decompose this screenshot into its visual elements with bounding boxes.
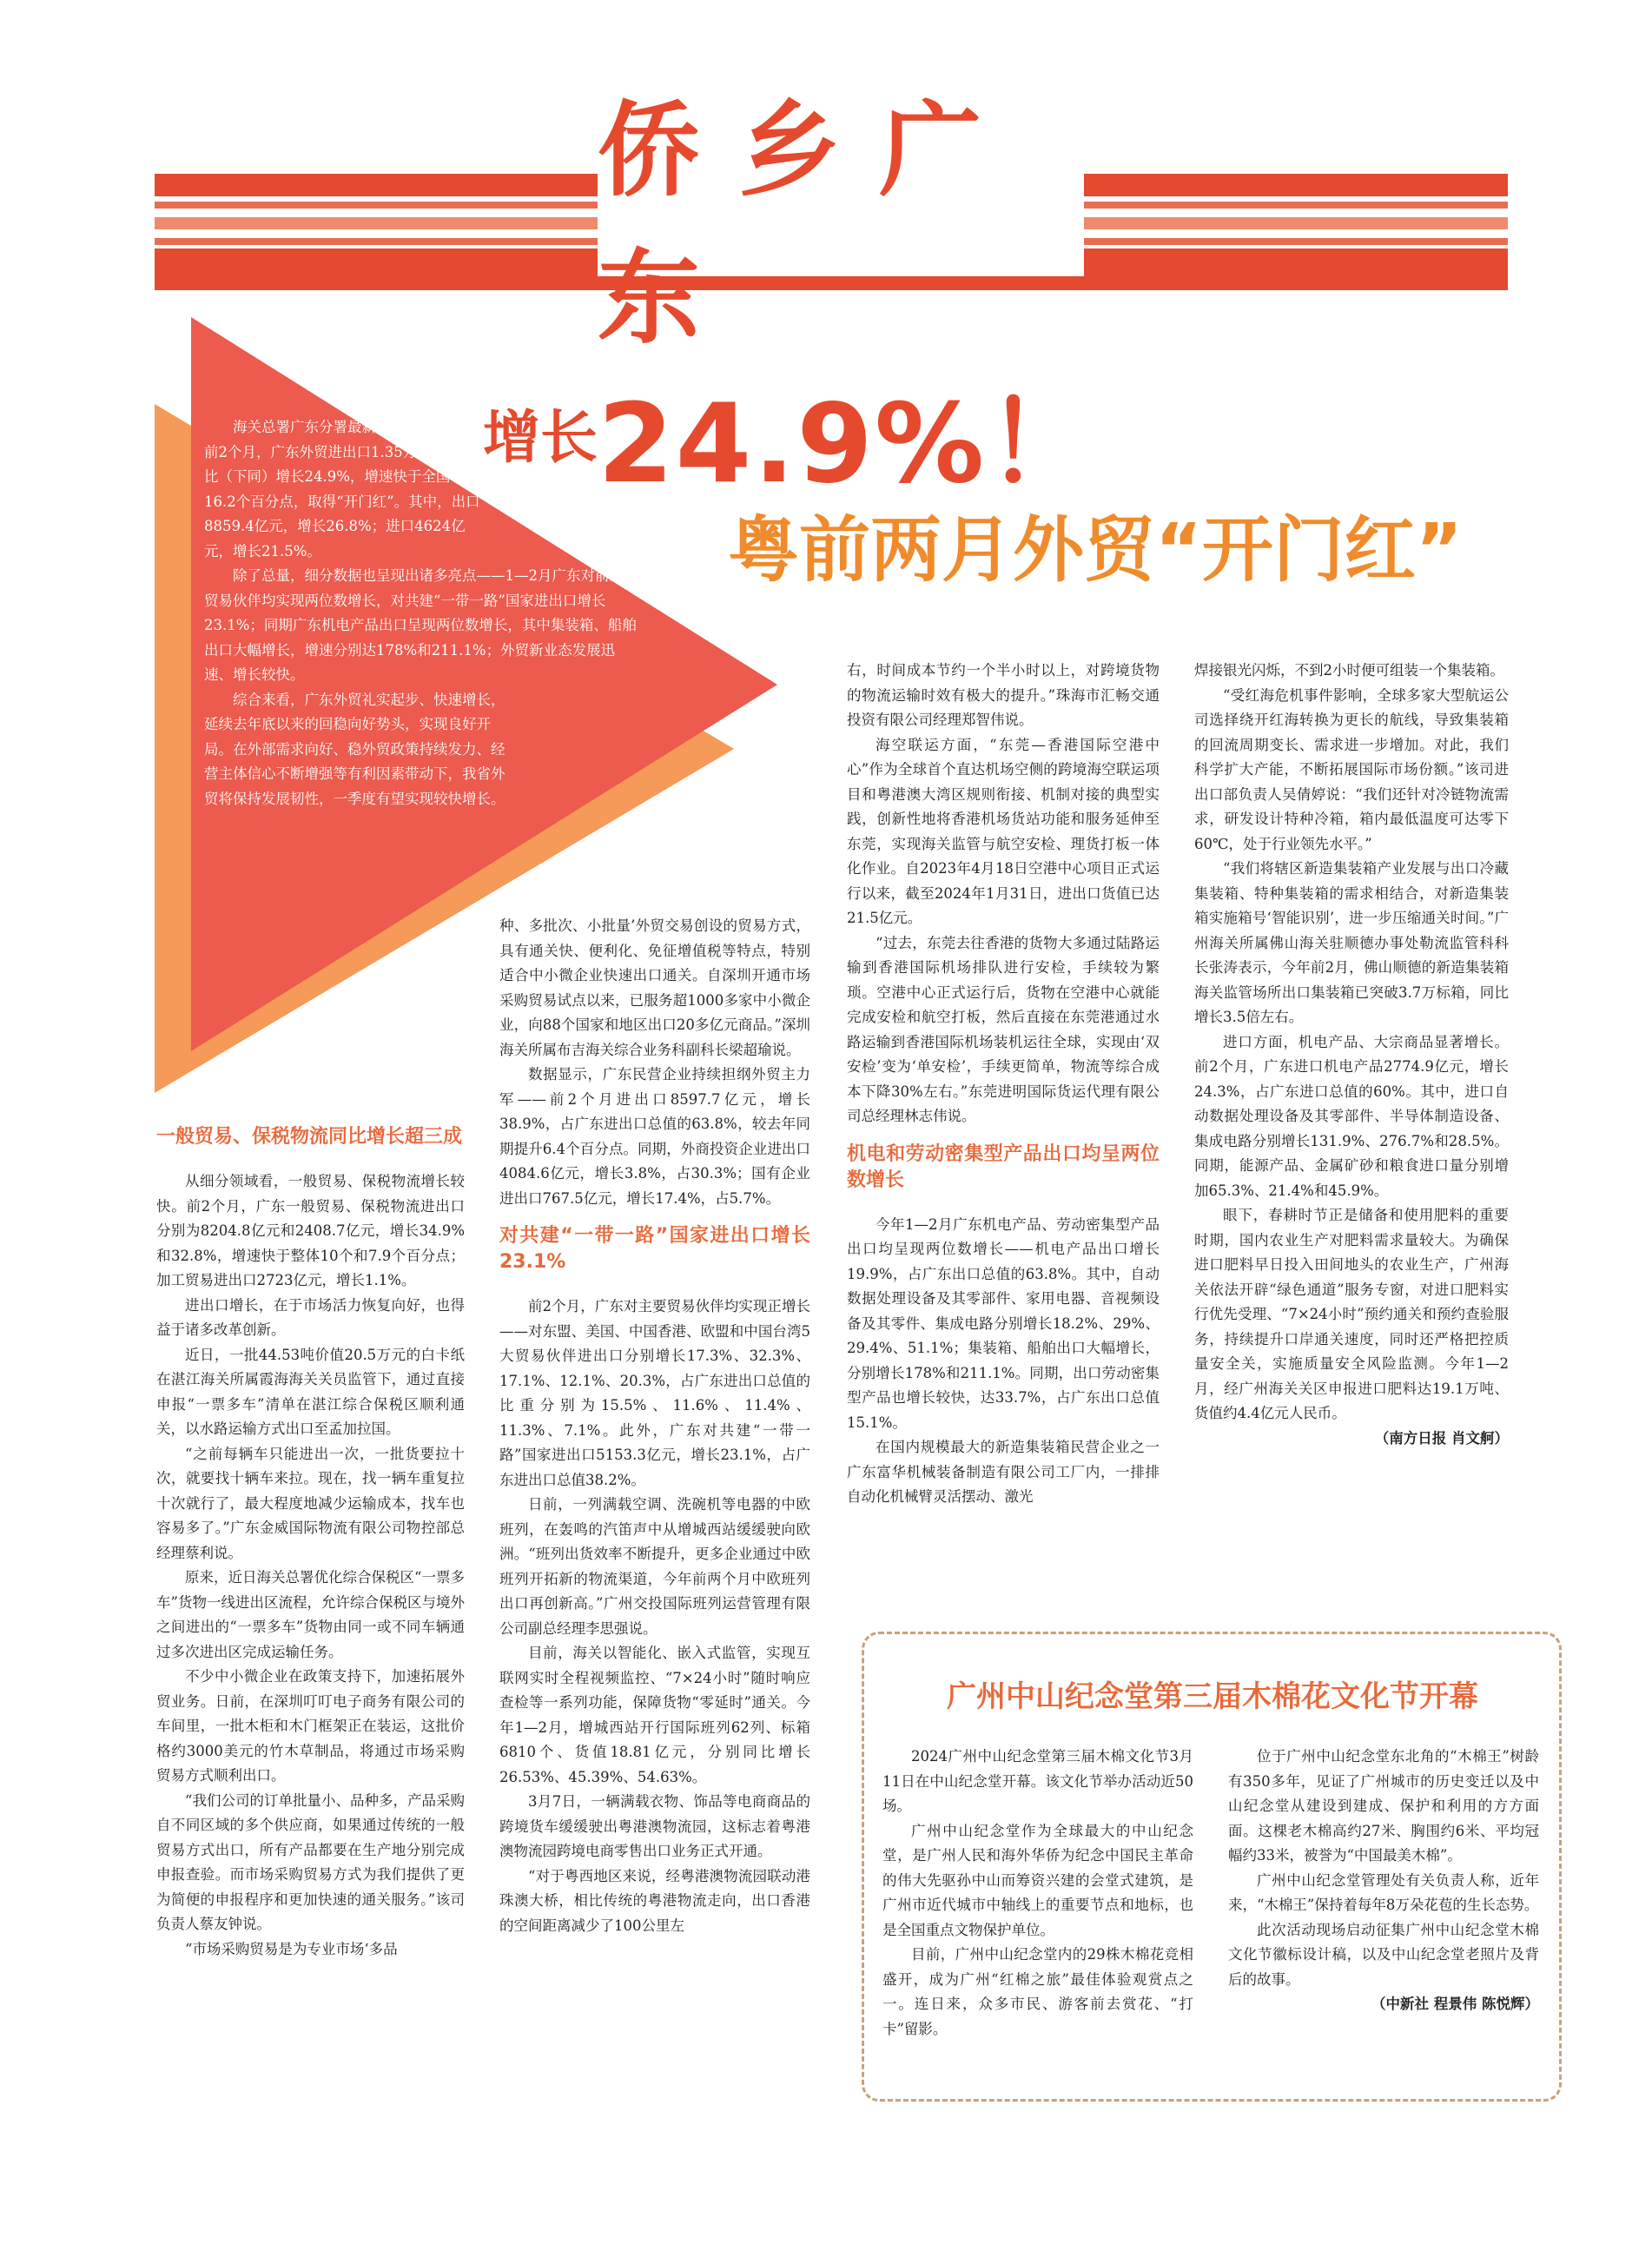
lead-paragraph: 除了总量，细分数据也呈现出诸多亮点——1—2月广东对前五大贸易伙伴均实现两位数增长，对共建“一带一路”国家进出口增长23.1%；同期广东机电产品出口呈现两位数增长，其中集装箱、船舶出口大幅增长，增速分别达178%和211.1%；外贸新业态发展迅速、增长较快。 <box>204 567 638 683</box>
paragraph: 此次活动现场启动征集广州中山纪念堂木棉文化节徽标设计稿，以及中山纪念堂老照片及背后的故事。 <box>1228 1921 1539 1988</box>
paragraph: 2024广州中山纪念堂第三届木棉文化节3月11日在中山纪念堂开幕。该文化节举办活动近50场。 <box>882 1748 1193 1814</box>
paragraph: 原来，近日海关总署优化综合保税区“一票多车”货物一线进出区流程，允许综合保税区与境外之间进出的“一票多车”货物由同一或不同车辆通过多次进出区完成运输任务。 <box>156 1569 465 1660</box>
paragraph: “过去，东莞去往香港的货物大多通过陆路运输到香港国际机场排队进行安检，手续较为繁琐。空港中心正式运行后，货物在空港中心就能完成安检和航空打板，然后直接在东莞港通过水路运输到香港国际机场装机运往全球，实现由‘双安检’变为‘单安检’，手续更简单，物流等综合成本下降30%左右。”东莞进明国际货运代理有限公司总经理林志伟说。 <box>847 934 1160 1124</box>
paragraph: 焊接银光闪烁，不到2小时便可组装一个集装箱。 <box>1194 662 1504 679</box>
paragraph: 目前，广州中山纪念堂内的29株木棉花竞相盛开，成为广州“红棉之旅”最佳体验观赏点之一。连日来，众多市民、游客前去赏花、“打卡”留影。 <box>882 1946 1193 2037</box>
column-1 <box>156 1112 465 1962</box>
page-title: 侨乡广东 <box>598 90 1021 358</box>
byline: （南方日报 肖文舸） <box>1374 1429 1509 1447</box>
paragraph: 日前，一列满载空调、洗碗机等电器的中欧班列，在轰鸣的汽笛声中从增城西站缓缓驶向欧洲。“班列出货效率不断提升，更多企业通过中欧班列开拓新的物流渠道，今年前两个月中欧班列出口再创新高。”广州交投国际班列运营管理有限公司副总经理李思强说。 <box>499 1496 810 1637</box>
paragraph: 广州中山纪念堂管理处有关负责人称，近年来，“木棉王”保持着每年8万朵花苞的生长态势。 <box>1228 1871 1539 1913</box>
boxed-article-title: 广州中山纪念堂第三届木棉花文化节开幕 <box>947 1679 1478 1714</box>
box-column-right <box>1228 1745 1539 2017</box>
column-3 <box>847 659 1160 1510</box>
paragraph: 3月7日，一辆满载衣物、饰品等电商商品的跨境货车缓缓驶出粤港澳物流园，这标志着粤港澳物流园跨境电商零售出口业务正式开通。 <box>499 1793 810 1859</box>
paragraph: 进出口增长，在于市场活力恢复向好，也得益于诸多改革创新。 <box>156 1296 465 1338</box>
paragraph: 眼下，春耕时节正是储备和使用肥料的重要时期，国内农业生产对肥料需求量较大。为确保进口肥料早日投入田间地头的农业生产，广州海关依法开辟“绿色通道”服务专窗，对进口肥料实行优先受理、“7×24小时”预约通关和预约查验服务，持续提升口岸通关速度，同时还严格把控质量安全关，实施质量安全风险监测。今年1—2月，经广州海关关区申报进口肥料达19.1万吨、货值约4.4亿元人民币。 <box>1194 1207 1509 1421</box>
paragraph: “对于粤西地区来说，经粤港澳物流园联动港珠澳大桥，相比传统的粤港物流走向，出口香港的空间距离减少了100公里左 <box>499 1867 810 1934</box>
lead-paragraph: 海关总署广东分署最新数据显示，今年前2个月，广东外贸进出口1.35万亿元，同比（下同）增长24.9%，增速快于全国16.2个百分点，取得“开门红”。其中，出口8859.4亿元，增长26.8%；进口4624亿元，增长21.5%。 <box>204 419 480 560</box>
paragraph: 数据显示，广东民营企业持续担纲外贸主力军——前2个月进出口8597.7亿元，增长38.9%，占广东进出口总值的63.8%，较去年同期提升6.4个百分点。同期，外商投资企业进出口4084.6亿元，增长3.8%，占30.3%；国有企业进出口767.5亿元，增长17.4%，占5.7%。 <box>499 1066 810 1207</box>
paragraph: 进口方面，机电产品、大宗商品显著增长。前2个月，广东进口机电产品2774.9亿元，增长24.3%，占广东进口总值的60%。其中，进口自动数据处理设备及其零部件、半导体制造设备、集成电路分别增长131.9%、276.7%和28.5%。同期，能源产品、金属矿砂和粮食进口量分别增加65.3%、21.4%和45.9%。 <box>1194 1033 1509 1199</box>
section-heading: 一般贸易、保税物流同比增长超三成 <box>156 1126 463 1148</box>
paragraph: 广州中山纪念堂作为全球最大的中山纪念堂，是广州人民和海外华侨为纪念中国民主革命的伟大先驱孙中山而筹资兴建的会堂式建筑，是广州市近代城市中轴线上的重要节点和地标，也是全国重点文物保护单位。 <box>882 1822 1193 1938</box>
paragraph: 今年1—2月广东机电产品、劳动密集型产品出口均呈现两位数增长——机电产品出口增长19.9%，占广东出口总值的63.8%。其中，自动数据处理设备及其零部件、家用电器、音视频设备及其零件、集成电路分别增长18.2%、29%、29.4%、51.1%；集装箱、船舶出口大幅增长，分别增长178%和211.1%。同期，出口劳动密集型产品也增长较快，达33.7%，占广东出口总值15.1%。 <box>847 1215 1160 1431</box>
paragraph: “受红海危机事件影响，全球多家大型航运公司选择绕开红海转换为更长的航线，导致集装箱的回流周期变长、需求进一步增加。对此，我们科学扩大产能，不断拓展国际市场份额。”该司进出口部负责人吴倩婷说：“我们还针对冷链物流需求，研发设计特种冷箱，箱内最低温度可达零下60℃，处于行业领先水平。” <box>1194 686 1509 852</box>
lead-text <box>204 415 656 811</box>
paragraph: 海空联运方面，“东莞—香港国际空港中心”作为全球首个直达机场空侧的跨境海空联运项目和粤港澳大湾区规则衔接、机制对接的典型实践，创新性地将香港机场货站功能和服务延伸至东莞，实现海关监管与航空安检、理货打板一体化作业。自2023年4月18日空港中心项目正式运行以来，截至2024年1月31日，进出口货值已达21.5亿元。 <box>847 736 1160 926</box>
paragraph: “之前每辆车只能进出一次，一批货要拉十次，就要找十辆车来拉。现在，找一辆车重复拉十次就行了，最大程度地减少运输成本，找车也容易多了。”广东金威国际物流有限公司物控部总经理蔡利说。 <box>156 1445 465 1561</box>
paragraph: 前2个月，广东对主要贸易伙伴均实现正增长——对东盟、美国、中国香港、欧盟和中国台湾5大贸易伙伴进出口分别增长17.3%、32.3%、17.1%、12.1%、20.3%，占广东进出口总值的比重分别为15.5%、11.6%、11.4%、11.3%、7.1%。此外，广东对共建“一带一路”国家进出口5153.3亿元，增长23.1%，占广东进出口总值38.2%。 <box>499 1298 810 1488</box>
paragraph: “我们将辖区新造集装箱产业发展与出口冷藏集装箱、特种集装箱的需求相结合，对新造集装箱实施箱号‘智能识别’，进一步压缩通关时间。”广州海关所属佛山海关驻顺德办事处勒流监管科科长张涛表示，今年前2月，佛山顺德的新造集装箱海关监管场所出口集装箱已突破3.7万标箱，同比增长3.5倍左右。 <box>1194 860 1509 1025</box>
paragraph: 从细分领域看，一般贸易、保税物流增长较快。前2个月，广东一般贸易、保税物流进出口分别为8204.8亿元和2408.7亿元，增长34.9%和32.8%，增速快于整体10个和7.9个百分点；加工贸易进出口2723亿元，增长1.1%。 <box>156 1173 465 1288</box>
byline: （中新社 程景伟 陈悦辉） <box>1371 1996 1539 2012</box>
column-4 <box>1194 659 1509 1451</box>
headline-subtitle: 粤前两月外贸“开门红” <box>728 509 1463 592</box>
paragraph: 近日，一批44.53吨价值20.5万元的白卡纸在湛江海关所属霞海海关关员监管下，通过直接申报“一票多车”清单在湛江综合保税区顺利通关，以水路运输方式出口至孟加拉国。 <box>156 1346 465 1437</box>
paragraph: 右，时间成本节约一个半小时以上，对跨境货物的物流运输时效有极大的提升。”珠海市汇畅交通投资有限公司经理郑智伟说。 <box>847 662 1160 728</box>
column-2 <box>499 914 810 1938</box>
paragraph: 种、多批次、小批量’外贸交易创设的贸易方式，具有通关快、便利化、免征增值税等特点，特别适合中小微企业快速出口通关。自深圳开通市场采购贸易试点以来，已服务超1000多家中小微企业，向88个国家和地区出口20多亿元商品。”深圳海关所属布吉海关综合业务科副科长梁超瑜说。 <box>499 917 810 1058</box>
section-heading: 对共建“一带一路”国家进出口增长23.1% <box>499 1225 810 1273</box>
paragraph: 位于广州中山纪念堂东北角的“木棉王”树龄有350多年，见证了广州城市的历史变迁以及中山纪念堂从建设到建成、保护和利用的方方面面。这棵老木棉高约27米、胸围约6米、平均冠幅约33米，被誉为“中国最美木棉”。 <box>1228 1748 1539 1864</box>
lead-paragraph: 综合来看，广东外贸礼实起步、快速增长，延续去年底以来的回稳向好势头，实现良好开局。在外部需求向好、稳外贸政策持续发力、经营主体信心不断增强等有利因素带动下，我省外贸将保持发展韧性，一季度有望实现较快增长。 <box>204 691 506 807</box>
box-column-left <box>882 1745 1193 2042</box>
paragraph: “我们公司的订单批量小、品种多，产品采购自不同区域的多个供应商，如果通过传统的一般贸易方式出口，所有产品都要在生产地分别完成申报查验。而市场采购贸易方式为我们提供了更为简便的申报程序和更加快速的通关服务。”该司负责人蔡友钟说。 <box>156 1791 465 1932</box>
paragraph: 目前，海关以智能化、嵌入式监管，实现互联网实时全程视频监控、“7×24小时”随时响应查检等一系列功能，保障货物“零延时”通关。今年1—2月，增城西站开行国际班列62列、标箱6810个、货值18.81亿元，分别同比增长26.53%、45.39%、54.63%。 <box>499 1645 810 1785</box>
headline-figure: 24.9%！ <box>598 380 1098 507</box>
section-heading: 机电和劳动密集型产品出口均呈两位数增长 <box>847 1142 1160 1191</box>
paragraph: 不少中小微企业在政策支持下，加速拓展外贸业务。日前，在深圳叮叮电子商务有限公司的车间里，一批木柜和木门框架正在装运，这批价格约3000美元的竹木草制品，将通过市场采购贸易方式顺利出口。 <box>156 1668 465 1784</box>
headline-prefix: 增长 <box>483 404 598 471</box>
paragraph: “市场采购贸易是为专业市场‘多品 <box>185 1940 398 1957</box>
paragraph: 在国内规模最大的新造集装箱民营企业之一广东富华机械装备制造有限公司工厂内，一排排自动化机械臂灵活摆动、激光 <box>847 1439 1160 1505</box>
